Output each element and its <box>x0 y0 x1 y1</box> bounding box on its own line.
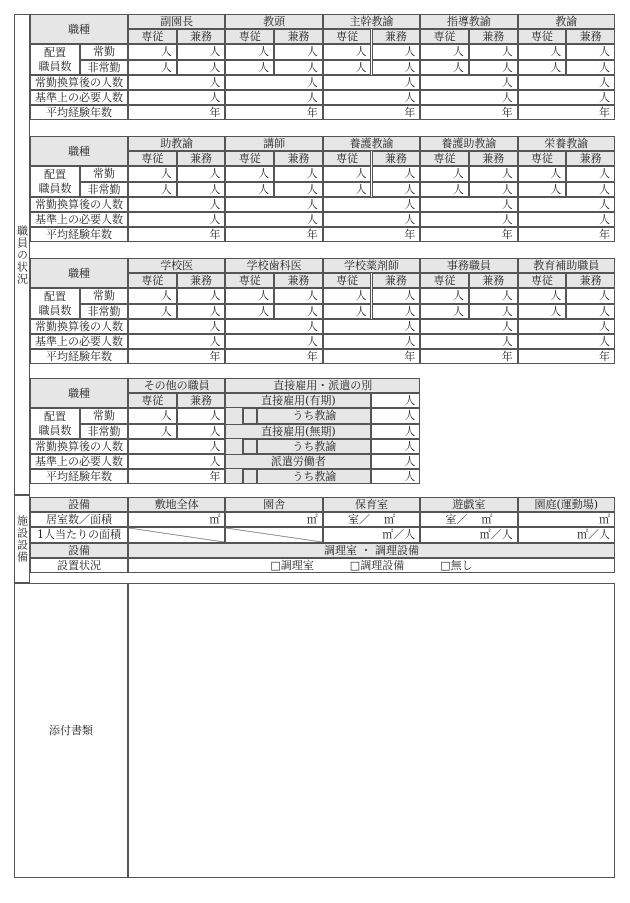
staff-total-field[interactable]: 人 <box>420 319 517 334</box>
job-type-header: 職種 <box>30 258 128 288</box>
experience-years-field[interactable]: 年 <box>128 227 225 242</box>
employment-row-label: うち教諭 <box>257 408 371 423</box>
staff-count-field[interactable]: 人 <box>420 60 469 75</box>
staff-count-field[interactable]: 人 <box>518 44 567 59</box>
staff-total-field[interactable]: 人 <box>518 319 615 334</box>
experience-years-field[interactable]: 年 <box>518 349 615 364</box>
experience-years-field[interactable]: 年 <box>225 349 322 364</box>
experience-label: 平均経験年数 <box>30 105 128 120</box>
experience-years-field[interactable]: 年 <box>323 227 420 242</box>
dedicated-header: 専従 <box>323 151 372 166</box>
per-person-area-label: 1人当たりの面積 <box>30 527 128 542</box>
staff-count-field[interactable]: 人 <box>274 288 323 303</box>
concurrent-header: 兼務 <box>469 273 518 288</box>
employment-row-label: 直接雇用(無期) <box>225 424 371 439</box>
experience-years-field[interactable]: 年 <box>128 105 225 120</box>
staff-count-field[interactable]: 人 <box>372 60 421 75</box>
staff-total-field[interactable]: 人 <box>420 334 517 349</box>
dedicated-header: 専従 <box>420 29 469 44</box>
playroom-field[interactable] <box>420 512 517 527</box>
staff-total-field[interactable]: 人 <box>323 90 420 105</box>
staff-count-field[interactable]: 人 <box>128 304 177 319</box>
concurrent-header: 兼務 <box>274 273 323 288</box>
dedicated-header: 専従 <box>225 29 274 44</box>
staff-total-field[interactable]: 人 <box>128 75 225 90</box>
cooking-room-checkbox[interactable]: □調理室 <box>270 558 314 572</box>
staff-count-label: 職員数 <box>38 423 72 437</box>
staff-count-field[interactable]: 人 <box>566 166 615 181</box>
staff-count-field[interactable]: 人 <box>177 166 226 181</box>
staff-count-field[interactable]: 人 <box>128 182 177 197</box>
attachment-area[interactable] <box>128 583 615 878</box>
staff-count-field[interactable]: 人 <box>566 288 615 303</box>
concurrent-header: 兼務 <box>372 151 421 166</box>
staff-count-field[interactable]: 人 <box>128 166 177 181</box>
position-header: 栄養教諭 <box>518 136 615 151</box>
required-label: 基準上の必要人数 <box>30 334 128 349</box>
staff-count-field[interactable]: 人 <box>420 304 469 319</box>
placement-staff-label <box>30 44 80 74</box>
facility-column-header: 保育室 <box>323 497 420 512</box>
experience-years-field[interactable]: 年 <box>518 227 615 242</box>
concurrent-header: 兼務 <box>177 151 226 166</box>
staff-total-field[interactable]: 人 <box>420 90 517 105</box>
facility-column-header: 遊戯室 <box>420 497 517 512</box>
employment-count-field[interactable]: 人 <box>371 424 420 439</box>
fte-label: 常勤換算後の人数 <box>30 75 128 90</box>
per-person-na-cell <box>225 527 322 542</box>
position-header: 教頭 <box>225 14 322 29</box>
position-header: 副園長 <box>128 14 225 29</box>
dedicated-header: 専従 <box>225 273 274 288</box>
room-count-unit: 室／ <box>347 513 370 527</box>
staff-count-field[interactable]: 人 <box>518 182 567 197</box>
staff-count-label: 職員数 <box>38 181 72 195</box>
staff-count-field[interactable]: 人 <box>518 166 567 181</box>
experience-years-field[interactable]: 年 <box>323 349 420 364</box>
staff-count-field[interactable]: 人 <box>274 304 323 319</box>
experience-years-field[interactable]: 年 <box>225 105 322 120</box>
placement-label: 配置 <box>44 45 66 59</box>
area-unit: ㎡ <box>481 513 493 527</box>
nursery-room-field[interactable] <box>323 512 420 527</box>
job-type-header: 職種 <box>30 14 128 44</box>
staff-total-field[interactable]: 人 <box>420 212 517 227</box>
required-label: 基準上の必要人数 <box>30 90 128 105</box>
position-header: 学校医 <box>128 258 225 273</box>
staff-count-field[interactable]: 人 <box>177 288 226 303</box>
employment-row-label: 派遣労働者 <box>225 454 371 469</box>
staff-count-label: 職員数 <box>38 303 72 317</box>
concurrent-header: 兼務 <box>274 151 323 166</box>
staff-total-field[interactable]: 人 <box>323 319 420 334</box>
staff-count-field[interactable]: 人 <box>177 424 226 439</box>
experience-years-field[interactable]: 年 <box>225 227 322 242</box>
staff-count-field[interactable]: 人 <box>372 44 421 59</box>
staff-count-field[interactable]: 人 <box>225 288 274 303</box>
staff-count-field[interactable]: 人 <box>274 166 323 181</box>
parttime-label: 非常勤 <box>80 60 128 75</box>
staff-total-field[interactable]: 人 <box>128 197 225 212</box>
staff-count-field[interactable]: 人 <box>128 288 177 303</box>
staff-count-field[interactable]: 人 <box>225 166 274 181</box>
employment-row-label: 直接雇用(有期) <box>225 393 371 408</box>
experience-years-field[interactable]: 年 <box>518 105 615 120</box>
staff-count-field[interactable]: 人 <box>566 304 615 319</box>
staff-total-field[interactable]: 人 <box>225 334 322 349</box>
staff-count-field[interactable]: 人 <box>372 304 421 319</box>
experience-years-field[interactable]: 年 <box>323 105 420 120</box>
staff-count-field[interactable]: 人 <box>469 60 518 75</box>
placement-staff-label <box>30 288 80 318</box>
concurrent-header: 兼務 <box>177 29 226 44</box>
staff-count-field[interactable]: 人 <box>566 44 615 59</box>
dedicated-header: 専従 <box>420 151 469 166</box>
employment-row-label: うち教諭 <box>257 469 371 484</box>
staff-count-field[interactable]: 人 <box>566 60 615 75</box>
required-label: 基準上の必要人数 <box>30 212 128 227</box>
staff-count-field[interactable]: 人 <box>469 304 518 319</box>
staff-count-field[interactable]: 人 <box>274 182 323 197</box>
staff-total-field[interactable]: 人 <box>323 212 420 227</box>
staff-count-field[interactable]: 人 <box>225 304 274 319</box>
concurrent-header: 兼務 <box>372 29 421 44</box>
placement-label: 配置 <box>44 409 66 423</box>
staff-count-field[interactable]: 人 <box>225 44 274 59</box>
staff-count-field[interactable]: 人 <box>323 182 372 197</box>
employment-count-field[interactable]: 人 <box>371 408 420 423</box>
facility-column-header: 園舎 <box>225 497 322 512</box>
staff-total-field[interactable]: 人 <box>518 75 615 90</box>
experience-years-field[interactable]: 年 <box>420 105 517 120</box>
room-area-label: 居室数／面積 <box>30 512 128 527</box>
staff-total-field[interactable]: 人 <box>323 334 420 349</box>
dedicated-header: 専従 <box>128 273 177 288</box>
position-header: 教育補助職員 <box>518 258 615 273</box>
placement-label: 配置 <box>44 167 66 181</box>
facility-header: 設備 <box>30 497 128 512</box>
employment-sub-indent <box>243 408 257 423</box>
experience-years-field[interactable]: 年 <box>420 349 517 364</box>
employment-row-label: うち教諭 <box>257 439 371 454</box>
staff-count-field[interactable]: 人 <box>323 44 372 59</box>
parttime-label: 非常勤 <box>80 304 128 319</box>
staff-total-field[interactable]: 人 <box>128 319 225 334</box>
staff-count-field[interactable]: 人 <box>372 182 421 197</box>
staff-total-field[interactable]: 人 <box>128 334 225 349</box>
employment-sub-indent <box>243 469 257 484</box>
placement-label: 配置 <box>44 289 66 303</box>
placement-staff-label <box>30 166 80 196</box>
per-person-area-field[interactable]: ㎡／人 <box>420 527 517 542</box>
position-header: 指導教諭 <box>420 14 517 29</box>
staff-count-field[interactable]: 人 <box>128 60 177 75</box>
staff-total-field[interactable]: 人 <box>323 75 420 90</box>
position-header: 主幹教諭 <box>323 14 420 29</box>
experience-label: 平均経験年数 <box>30 349 128 364</box>
room-count-unit: 室／ <box>445 513 468 527</box>
staff-count-field[interactable]: 人 <box>128 408 177 423</box>
staff-count-field[interactable]: 人 <box>420 166 469 181</box>
staff-count-field[interactable]: 人 <box>469 166 518 181</box>
staff-count-field[interactable]: 人 <box>469 288 518 303</box>
fulltime-label: 常勤 <box>80 44 128 59</box>
parttime-label: 非常勤 <box>80 182 128 197</box>
per-person-na-cell <box>128 527 225 542</box>
staff-count-label: 職員数 <box>38 59 72 73</box>
staff-count-field[interactable]: 人 <box>177 44 226 59</box>
staff-count-field[interactable]: 人 <box>518 60 567 75</box>
dedicated-header: 専従 <box>225 151 274 166</box>
staff-total-field[interactable]: 人 <box>518 90 615 105</box>
staff-count-field[interactable]: 人 <box>372 166 421 181</box>
staff-count-field[interactable]: 人 <box>177 182 226 197</box>
section-label-staff: 職員の状況 <box>14 14 30 495</box>
position-header: 学校歯科医 <box>225 258 322 273</box>
employment-sub-indent <box>243 439 257 454</box>
staff-count-field[interactable]: 人 <box>225 60 274 75</box>
position-header: その他の職員 <box>128 378 225 393</box>
staff-count-field[interactable]: 人 <box>177 304 226 319</box>
staff-count-field[interactable]: 人 <box>420 44 469 59</box>
staff-total-field[interactable]: 人 <box>225 90 322 105</box>
site-area-field[interactable]: ㎡ <box>128 512 225 527</box>
experience-label: 平均経験年数 <box>30 469 128 484</box>
equipment-value: 調理室 ・ 調理設備 <box>128 543 615 558</box>
area-unit: ㎡ <box>383 513 395 527</box>
dedicated-header: 専従 <box>128 393 177 408</box>
staff-count-field[interactable]: 人 <box>274 60 323 75</box>
job-type-header: 職種 <box>30 136 128 166</box>
staff-total-field[interactable]: 人 <box>518 212 615 227</box>
staff-total-field[interactable]: 人 <box>225 197 322 212</box>
concurrent-header: 兼務 <box>372 273 421 288</box>
experience-years-field[interactable]: 年 <box>128 349 225 364</box>
staff-count-field[interactable]: 人 <box>323 304 372 319</box>
staff-count-field[interactable]: 人 <box>518 304 567 319</box>
employment-count-field[interactable]: 人 <box>371 393 420 408</box>
staff-count-field[interactable]: 人 <box>420 288 469 303</box>
installation-status-label: 設置状況 <box>30 558 128 573</box>
per-person-area-field[interactable]: ㎡／人 <box>518 527 615 542</box>
concurrent-header: 兼務 <box>566 273 615 288</box>
experience-label: 平均経験年数 <box>30 227 128 242</box>
per-person-area-field[interactable]: ㎡／人 <box>323 527 420 542</box>
staff-total-field[interactable]: 人 <box>420 197 517 212</box>
facility-column-header: 敷地全体 <box>128 497 225 512</box>
dedicated-header: 専従 <box>323 273 372 288</box>
experience-years-field[interactable]: 年 <box>128 469 225 484</box>
fte-label: 常勤換算後の人数 <box>30 319 128 334</box>
attachment-label: 添付書類 <box>14 583 128 878</box>
dedicated-header: 専従 <box>518 151 567 166</box>
employment-count-field[interactable]: 人 <box>371 469 420 484</box>
position-header: 教諭 <box>518 14 615 29</box>
staff-count-field[interactable]: 人 <box>566 182 615 197</box>
concurrent-header: 兼務 <box>566 29 615 44</box>
staff-count-field[interactable]: 人 <box>323 166 372 181</box>
staff-count-field[interactable]: 人 <box>469 182 518 197</box>
staff-count-field[interactable]: 人 <box>274 44 323 59</box>
staff-total-field[interactable]: 人 <box>518 334 615 349</box>
fulltime-label: 常勤 <box>80 288 128 303</box>
employment-count-field[interactable]: 人 <box>371 454 420 469</box>
dedicated-header: 専従 <box>128 29 177 44</box>
concurrent-header: 兼務 <box>274 29 323 44</box>
staff-count-field[interactable]: 人 <box>323 288 372 303</box>
dedicated-header: 専従 <box>518 273 567 288</box>
concurrent-header: 兼務 <box>469 151 518 166</box>
employment-count-field[interactable]: 人 <box>371 439 420 454</box>
staff-count-field[interactable]: 人 <box>469 44 518 59</box>
section-label-facility: 施設設備 <box>14 495 30 583</box>
staff-count-field[interactable]: 人 <box>177 408 226 423</box>
position-header: 養護教諭 <box>323 136 420 151</box>
position-header: 講師 <box>225 136 322 151</box>
position-header: 事務職員 <box>420 258 517 273</box>
dedicated-header: 専従 <box>518 29 567 44</box>
position-header: 学校薬剤師 <box>323 258 420 273</box>
dedicated-header: 専従 <box>420 273 469 288</box>
staff-count-field[interactable]: 人 <box>518 288 567 303</box>
staff-count-field[interactable]: 人 <box>177 60 226 75</box>
staff-total-field[interactable]: 人 <box>128 212 225 227</box>
staff-count-field[interactable]: 人 <box>128 44 177 59</box>
staff-count-field[interactable]: 人 <box>128 424 177 439</box>
parttime-label: 非常勤 <box>80 424 128 439</box>
staff-count-field[interactable]: 人 <box>225 182 274 197</box>
staff-total-field[interactable]: 人 <box>225 212 322 227</box>
required-label: 基準上の必要人数 <box>30 454 128 469</box>
position-header: 養護助教諭 <box>420 136 517 151</box>
staff-count-field[interactable]: 人 <box>372 288 421 303</box>
fte-label: 常勤換算後の人数 <box>30 197 128 212</box>
yard-area-field[interactable]: ㎡ <box>518 512 615 527</box>
staff-total-field[interactable]: 人 <box>128 439 225 454</box>
concurrent-header: 兼務 <box>177 273 226 288</box>
concurrent-header: 兼務 <box>177 393 226 408</box>
equipment-label: 設備 <box>30 543 128 558</box>
staff-total-field[interactable]: 人 <box>225 319 322 334</box>
employment-type-header: 直接雇用・派遣の別 <box>225 378 420 393</box>
staff-total-field[interactable]: 人 <box>225 75 322 90</box>
concurrent-header: 兼務 <box>566 151 615 166</box>
staff-total-field[interactable]: 人 <box>128 454 225 469</box>
staff-total-field[interactable]: 人 <box>128 90 225 105</box>
placement-staff-label <box>30 408 80 438</box>
installation-status-options <box>128 558 615 573</box>
facility-column-header: 園庭(運動場) <box>518 497 615 512</box>
dedicated-header: 専従 <box>323 29 372 44</box>
dedicated-header: 専従 <box>128 151 177 166</box>
position-header: 助教諭 <box>128 136 225 151</box>
none-checkbox[interactable]: □無し <box>440 558 473 572</box>
cooking-equipment-checkbox[interactable]: □調理設備 <box>349 558 405 572</box>
fulltime-label: 常勤 <box>80 166 128 181</box>
experience-years-field[interactable]: 年 <box>420 227 517 242</box>
concurrent-header: 兼務 <box>469 29 518 44</box>
fte-label: 常勤換算後の人数 <box>30 439 128 454</box>
staff-total-field[interactable]: 人 <box>420 75 517 90</box>
staff-count-field[interactable]: 人 <box>420 182 469 197</box>
staff-total-field[interactable]: 人 <box>518 197 615 212</box>
staff-total-field[interactable]: 人 <box>323 197 420 212</box>
building-area-field[interactable]: ㎡ <box>225 512 322 527</box>
job-type-header: 職種 <box>30 378 128 408</box>
staff-count-field[interactable]: 人 <box>323 60 372 75</box>
fulltime-label: 常勤 <box>80 408 128 423</box>
